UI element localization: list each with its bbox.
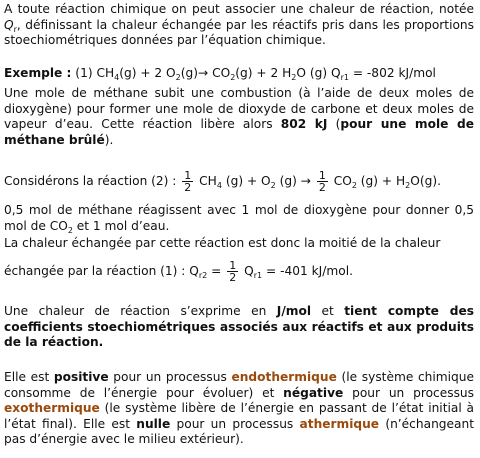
combustion-paragraph	[4, 86, 474, 148]
half-heat-line-2	[4, 260, 474, 283]
eq-part: Q	[240, 264, 254, 278]
sign-paragraph	[4, 370, 474, 448]
half-quantities-text-end: et 1 mol d’eau.	[72, 218, 170, 233]
eq-part: O (g) Q	[296, 66, 341, 80]
eq-part: CO	[329, 174, 352, 188]
eq-part: (g) + O	[221, 174, 271, 188]
eq-sub: r1	[340, 73, 349, 82]
units-text: et	[311, 304, 345, 318]
sign-text: pour un processus	[170, 416, 300, 431]
eq-part: =	[207, 264, 226, 278]
half-heat-line-1	[4, 236, 474, 252]
eq-sub: 2	[175, 73, 181, 82]
negative-word: négative	[283, 385, 344, 400]
eq-part: O(g).	[410, 174, 441, 188]
combustion-text: Une mole de méthane subit une combustion (à l’aide de deux moles de dioxygène) pour former une mole de dioxyde de carbone et deux moles de vapeur d’eau. Cette réaction libère alors	[4, 86, 474, 131]
eq-sub: 4	[216, 181, 222, 190]
eq-sub: 2	[351, 181, 357, 190]
paren-close: ).	[104, 132, 114, 147]
half-quantities-text: 0,5 mol de méthane réagissent avec 1 mol de dioxygène pour donner 0,5 mol de CO	[4, 203, 474, 233]
nulle-word: nulle	[136, 416, 171, 431]
eq-sub: 2	[67, 225, 73, 235]
q-subscript: r	[13, 24, 17, 34]
per-mole-note: pour une mole de méthane brûlé	[4, 117, 475, 147]
q-symbol: Q	[4, 17, 14, 32]
eq-sub: 2	[230, 73, 236, 82]
denominator: 2	[318, 181, 326, 194]
eq-part: = -802 kJ/mol	[348, 66, 436, 80]
intro-text-end: , définissant la chaleur échangée par les réactifs pris dans les proportions stoechiométriques données par l’équation chimique.	[4, 17, 474, 47]
coefficients-note: tient compte des coefficients stoechiométriques associés aux réactifs et aux produits de la réaction.	[4, 304, 474, 349]
eq-part: (g) + H	[356, 174, 406, 188]
denominator: 2	[184, 181, 192, 194]
reaction-2-equation	[4, 170, 474, 193]
endothermique-term: endothermique	[231, 370, 337, 384]
intro-text: A toute réaction chimique on peut associer une chaleur de réaction, notée	[4, 2, 474, 16]
half-heat-text: La chaleur échangée par cette réaction est donc la moitié de la chaleur	[4, 236, 441, 250]
sign-text: Elle est	[4, 370, 54, 384]
energy-value: 802 kJ	[280, 117, 328, 131]
denominator: 2	[229, 271, 237, 284]
half-quantities-paragraph	[4, 203, 474, 234]
numerator: 1	[184, 169, 192, 182]
eq-sub: 2	[291, 73, 297, 82]
positive-word: positive	[53, 370, 109, 384]
eq-part: CH	[195, 174, 217, 188]
eq-part: (g) + 2 O	[119, 66, 176, 80]
eq-part: = -401 kJ/mol.	[262, 264, 353, 278]
exothermique-term: exothermique	[4, 401, 100, 415]
eq-part: échangée par la réaction (1) : Q	[4, 264, 199, 278]
eq-sub: 2	[270, 181, 276, 190]
sign-text: (le système libère de l’énergie en passant de l’état initial à l’état final). Elle est	[4, 401, 474, 431]
unit-jmol: J/mol	[276, 304, 312, 318]
sign-text: (le système chimique consomme de l’énergie pour évoluer) et	[4, 370, 474, 400]
fraction-half	[227, 260, 238, 283]
numerator: 1	[318, 169, 326, 182]
eq-part: (g) →	[275, 174, 315, 188]
fraction-half	[317, 170, 328, 193]
numerator: 1	[229, 259, 237, 272]
eq-part: (1) CH	[71, 66, 115, 80]
units-text: Une chaleur de réaction s’exprime en	[4, 304, 277, 318]
example-label: Exemple :	[4, 66, 72, 80]
athermique-term: athermique	[299, 416, 380, 431]
units-paragraph	[4, 304, 474, 351]
sign-text: pour un processus	[108, 370, 232, 384]
eq-part: (g) + 2 H	[235, 66, 292, 80]
fraction-half	[182, 170, 193, 193]
example-equation	[4, 66, 474, 82]
sign-text: (n’échangeant pas d’énergie avec le milieu extérieur).	[4, 416, 475, 446]
eq-sub: 2	[405, 181, 411, 190]
paren-open: (	[327, 117, 341, 131]
eq-part: Considérons la réaction (2) :	[4, 174, 181, 188]
sign-text: pour un processus	[343, 385, 474, 400]
intro-paragraph	[4, 2, 474, 49]
eq-sub: r1	[253, 271, 263, 280]
eq-sub: 4	[114, 73, 120, 82]
eq-sub: r2	[198, 271, 208, 280]
eq-part: (g)→ CO	[180, 66, 231, 80]
